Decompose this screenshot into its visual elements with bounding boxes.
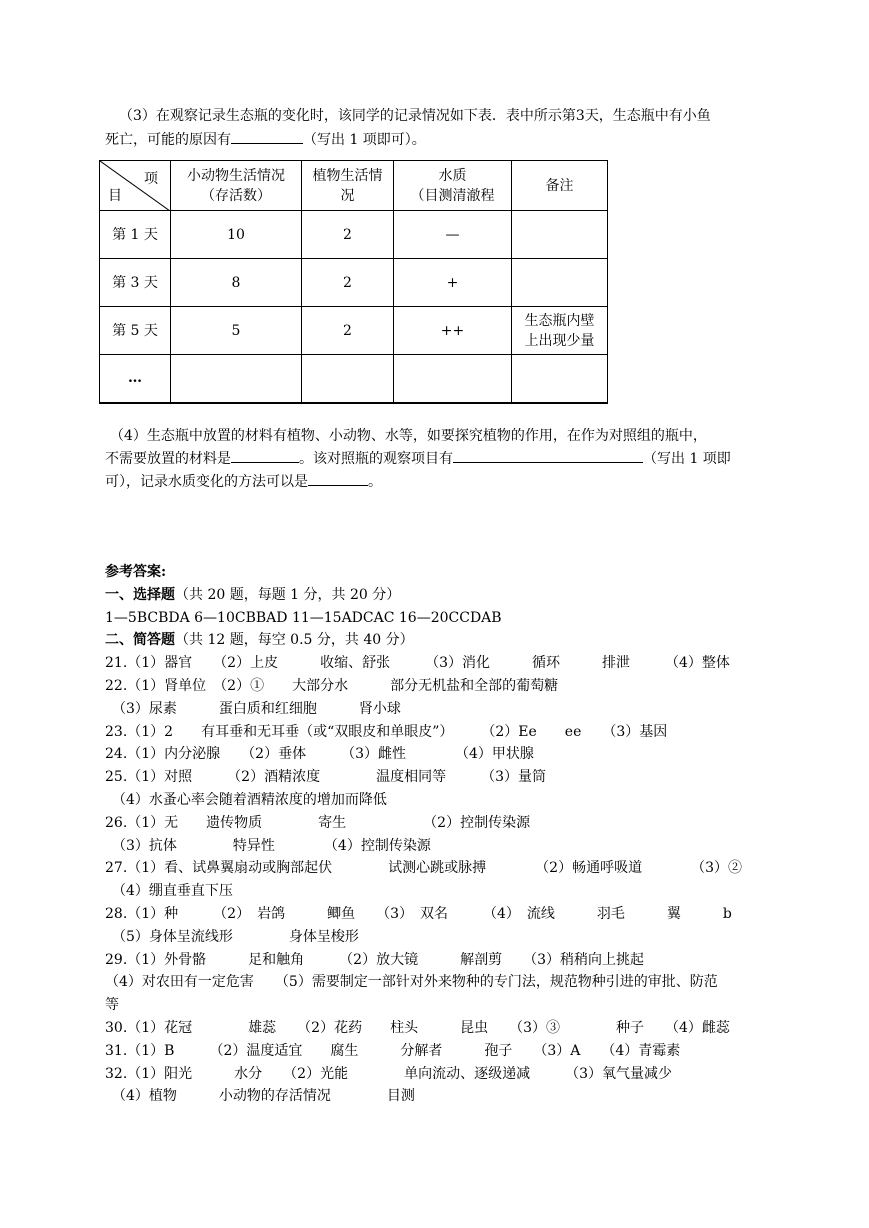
cell-day: 第 3 天	[100, 259, 171, 307]
answer-line: （3）尿素 蛋白质和红细胞 肾小球	[105, 700, 401, 717]
header-plants-text: 植物生活情 况	[312, 167, 383, 204]
section2-header	[105, 629, 742, 652]
table-row	[100, 259, 608, 307]
cell-water	[394, 355, 512, 403]
q3-line1: （3）在观察记录生态瓶的变化时，该同学的记录情况如下表．表中所示第3天，生态瓶中有小鱼	[119, 108, 711, 124]
header-note	[512, 161, 608, 211]
answer-section	[105, 561, 742, 1108]
answer-line: 28.（1）种 （2） 岩鸽 鲫鱼 （3） 双名 （4） 流线 羽毛 翼 b	[105, 905, 732, 922]
q3-line2	[105, 129, 426, 151]
answer-heading: 参考答案:	[105, 564, 167, 580]
header-animals-text: 小动物生活情况 （存活数）	[187, 167, 285, 204]
cell-water: +	[394, 259, 512, 307]
cell-day: …	[100, 355, 171, 403]
header-diag-bottom: 目	[108, 188, 122, 204]
q3-line2-text-a: 死亡，可能的原因有	[105, 132, 231, 148]
cell-animals: 10	[171, 211, 302, 259]
cell-note	[512, 259, 608, 307]
table-row	[100, 211, 608, 259]
cell-plants: 2	[302, 259, 394, 307]
cell-animals: 5	[171, 307, 302, 355]
section1-note: （共 20 题，每题 1 分，共 20 分）	[175, 586, 401, 603]
q4-line2-text-c: （写出 1 项即	[643, 451, 731, 467]
cell-note-text: 生态瓶内壁 上出现少量	[524, 312, 595, 349]
q4-line2	[105, 448, 731, 470]
answer-line: （4）水蚤心率会随着酒精浓度的增加而降低	[105, 791, 387, 808]
cell-water: —	[394, 211, 512, 259]
cell-day: 第 5 天	[100, 307, 171, 355]
answer-line: 25.（1）对照 （2）酒精浓度 温度相同等 （3）量筒	[105, 769, 546, 786]
header-note-text: 备注	[545, 177, 574, 194]
answer-line: 29.（1）外骨骼 足和触角 （2）放大镜 解剖剪 （3）稍稍向上挑起	[105, 951, 644, 968]
header-diag-top: 项	[144, 171, 158, 187]
section1-header	[105, 584, 742, 607]
q4-line3-text-a: 可），记录水质变化的方法可以是	[105, 474, 308, 490]
answer-line: 26.（1）无 遗传物质 寄生 （2）控制传染源	[105, 814, 531, 831]
q3-line2-text-b: （写出 1 项即可）。	[303, 132, 426, 148]
section1-title: 一、选择题	[105, 586, 175, 603]
cell-water: ++	[394, 307, 512, 355]
q4-blank-observation	[453, 448, 643, 463]
q3-answer-blank	[231, 129, 303, 144]
section2-note: （共 12 题，每空 0.5 分，共 40 分）	[175, 632, 414, 649]
header-animals	[171, 161, 302, 211]
answer-line: （5）身体呈流线形 身体呈梭形	[105, 928, 359, 945]
header-water-text: 水质 （目测清澈程	[410, 167, 495, 204]
cell-note	[512, 307, 608, 355]
answer-line: （4）对农田有一定危害 （5）需要制定一部针对外来物种的专门法，规范物种引进的审批、防范	[105, 974, 718, 991]
answer-line: （4）绷直垂直下压	[105, 883, 233, 900]
cell-note	[512, 211, 608, 259]
answer-line: （3）抗体 特异性 （4）控制传染源	[105, 837, 431, 854]
answer-line: 32.（1）阳光 水分 （2）光能 单向流动、逐级递减 （3）氧气量减少	[105, 1065, 672, 1082]
table-header-row	[100, 161, 608, 211]
answer-line: 30.（1）花冠 雄蕊 （2）花药 柱头 昆虫 （3）③ 种子 （4）雌蕊	[105, 1019, 730, 1036]
q4-blank-material	[231, 448, 299, 463]
header-water	[394, 161, 512, 211]
q4-line3-text-b: 。	[368, 474, 382, 490]
answer-line: 22.（1）肾单位 （2）① 大部分水 部分无机盐和全部的葡萄糖	[105, 677, 559, 694]
section1-answers: 1—5BCBDA 6—10CBBAD 11—15ADCAC 16—20CCDAB	[105, 609, 502, 626]
q4-line3	[105, 471, 382, 493]
q4-blank-method	[308, 471, 368, 486]
cell-plants: 2	[302, 211, 394, 259]
answer-line: 21.（1）器官 （2）上皮 收缩、舒张 （3）消化 循环 排泄 （4）整体	[105, 655, 730, 672]
cell-animals: 8	[171, 259, 302, 307]
header-plants	[302, 161, 394, 211]
cell-day: 第 1 天	[100, 211, 171, 259]
cell-note	[512, 355, 608, 403]
answer-line: 等	[105, 997, 119, 1014]
q4-line2-text-a: 不需要放置的材料是	[105, 451, 231, 467]
answer-line: （4）植物 小动物的存活情况 目测	[105, 1088, 415, 1105]
cell-plants	[302, 355, 394, 403]
table-row	[100, 355, 608, 403]
cell-animals	[171, 355, 302, 403]
header-diagonal-cell	[100, 161, 171, 211]
cell-plants: 2	[302, 307, 394, 355]
table-row	[100, 307, 608, 355]
q4-line2-text-b: 。该对照瓶的观察项目有	[299, 451, 453, 467]
answer-line: 24.（1）内分泌腺 （2）垂体 （3）雌性 （4）甲状腺	[105, 746, 534, 763]
section2-title: 二、简答题	[105, 632, 175, 649]
q4-line1: （4）生态瓶中放置的材料有植物、小动物、水等，如要探究植物的作用，在作为对照组的瓶中，	[110, 428, 707, 444]
observation-table	[99, 160, 608, 404]
answer-line: 27.（1）看、试鼻翼扇动或胸部起伏 试测心跳或脉搏 （2）畅通呼吸道 （3）②	[105, 860, 742, 877]
answer-line: 31.（1）B （2）温度适宜 腐生 分解者 孢子 （3）A （4）青霉素	[105, 1042, 681, 1059]
answer-line: 23.（1）2 有耳垂和无耳垂（或“双眼皮和单眼皮”） （2）Ee ee （3）基因	[105, 723, 668, 740]
